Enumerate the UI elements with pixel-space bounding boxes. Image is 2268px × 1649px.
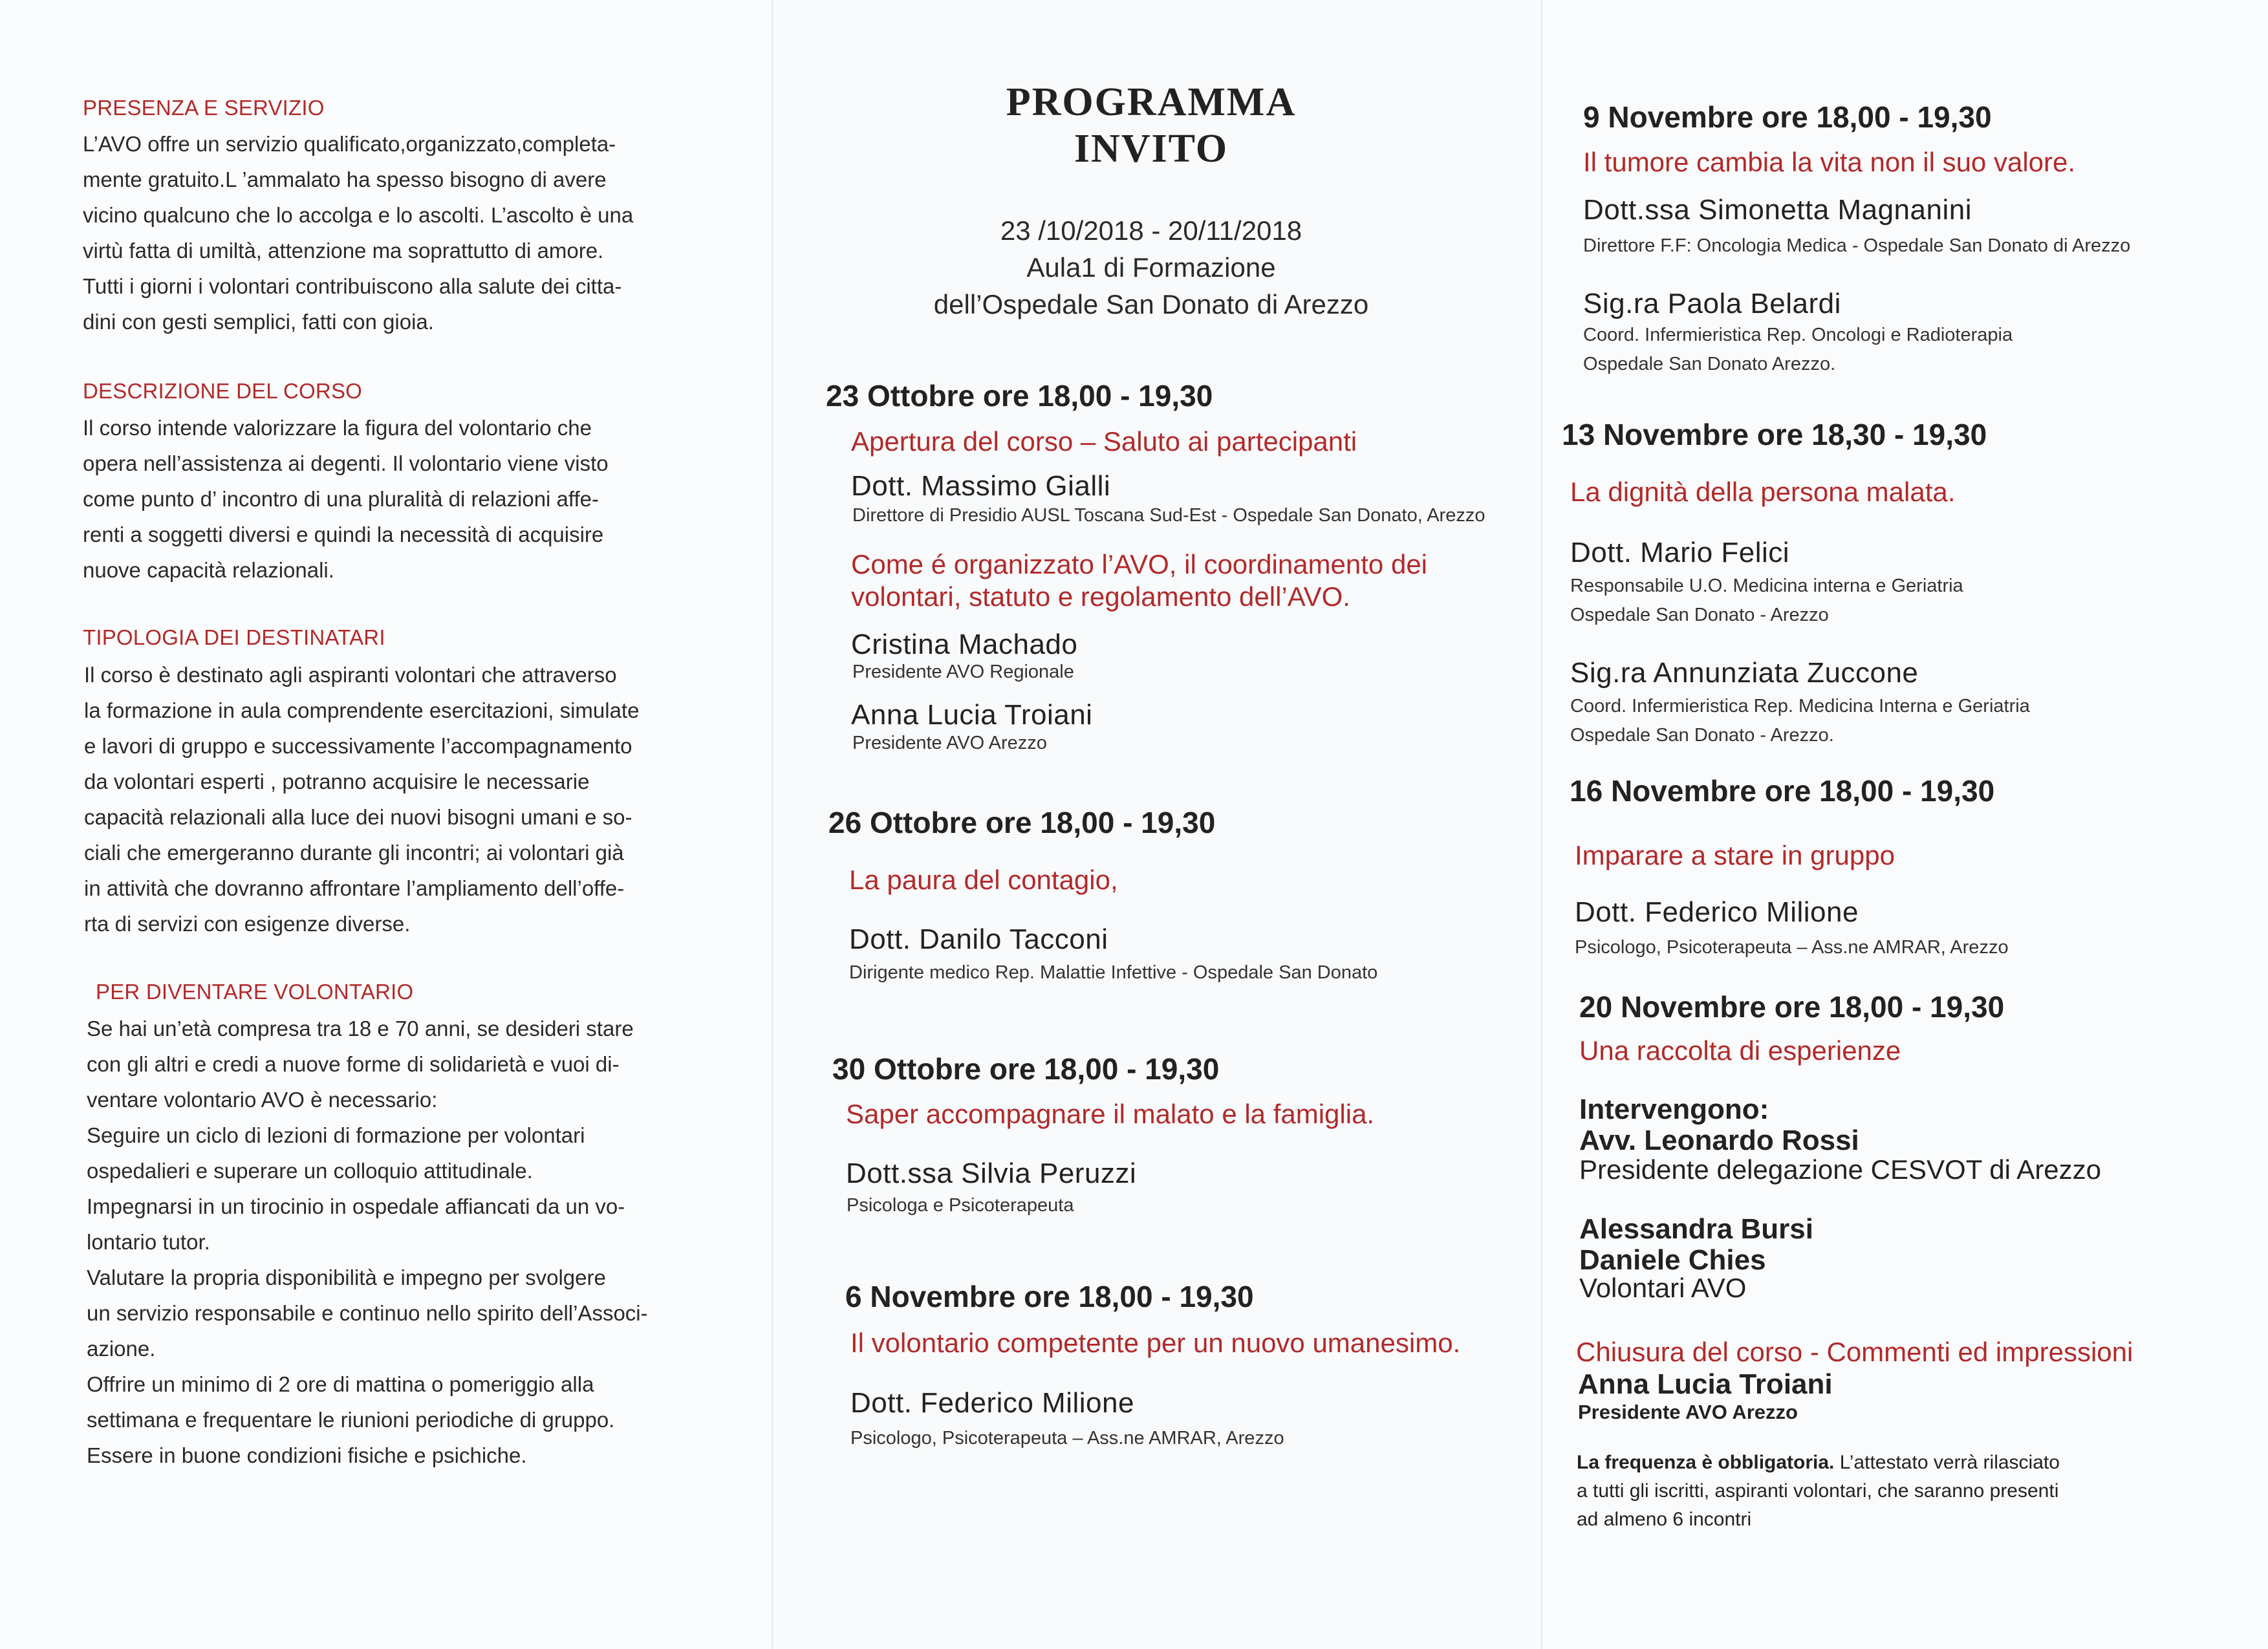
section-body-descrizione <box>83 410 609 588</box>
text-line: Il corso intende valorizzare la figura del volontario che <box>83 416 592 440</box>
speaker-name: Sig.ra Annunziata Zuccone <box>1570 657 1919 689</box>
text-line: capacità relazionali alla luce dei nuovi bisogni umani e so- <box>84 805 632 829</box>
role-line: Ospedale San Donato - Arezzo. <box>1570 725 1834 746</box>
speaker-role: Dirigente medico Rep. Malattie Infettive - Ospedale San Donato <box>849 962 1378 983</box>
section-body-diventare <box>87 1011 648 1473</box>
text-line: L’AVO offre un servizio qualificato,organizzato,completa- <box>83 132 616 156</box>
intervene-label: Intervengono: <box>1579 1094 1769 1125</box>
speaker-role: Volontari AVO <box>1579 1273 1747 1303</box>
speaker-role: Psicologa e Psicoterapeuta <box>847 1195 1074 1216</box>
role-line: Coord. Infermieristica Rep. Oncologi e Radioterapia <box>1583 325 2013 345</box>
speaker-role <box>1583 321 2013 379</box>
attendance-note <box>1577 1449 2060 1534</box>
session-topic: La paura del contagio, <box>849 865 1118 895</box>
speaker-name: Dott. Federico Milione <box>1575 896 1859 928</box>
speaker-name: Dott.ssa Silvia Peruzzi <box>846 1158 1137 1189</box>
session-date-nov9: 9 Novembre ore 18,00 - 19,30 <box>1583 100 1992 134</box>
role-line: Coord. Infermieristica Rep. Medicina Interna e Geriatria <box>1570 696 2030 717</box>
speaker-role: Presidente AVO Regionale <box>852 662 1074 682</box>
speaker-name: Dott. Mario Felici <box>1570 537 1790 568</box>
text-line: e lavori di gruppo e successivamente l’accompagnamento <box>84 734 632 758</box>
speaker-role <box>1570 572 1963 630</box>
role-line: Ospedale San Donato - Arezzo <box>1570 605 1829 625</box>
text-line: Impegnarsi in un tirocinio in ospedale affiancati da un vo- <box>87 1194 625 1218</box>
text-line: virtù fatta di umiltà, attenzione ma soprattutto di amore. <box>83 239 604 263</box>
text-line: ospedalieri e superare un colloquio attitudinale. <box>87 1159 533 1183</box>
topic-line: Come é organizzato l’AVO, il coordinamento dei <box>851 549 1428 579</box>
program-title <box>773 79 1529 172</box>
section-heading-diventare: PER DIVENTARE VOLONTARIO <box>96 980 414 1004</box>
session-topic: La dignità della persona malata. <box>1570 477 1956 507</box>
text-line: opera nell’assistenza ai degenti. Il volontario viene visto <box>83 451 609 475</box>
text-line: Seguire un ciclo di lezioni di formazione per volontari <box>87 1123 585 1147</box>
role-line: Ospedale San Donato Arezzo. <box>1583 354 1836 374</box>
speaker-name: Alessandra Bursi <box>1579 1213 1813 1245</box>
text-line: Offrire un minimo di 2 ore di mattina o pomeriggio alla <box>87 1372 594 1396</box>
session-topic: Apertura del corso – Saluto ai partecipanti <box>851 426 1357 457</box>
note-line <box>1577 1449 2060 1477</box>
speaker-name: Avv. Leonardo Rossi <box>1579 1125 1859 1156</box>
speakers-block <box>1579 1214 1813 1276</box>
text-line: Tutti i giorni i volontari contribuiscono alla salute dei citta- <box>83 274 622 298</box>
course-dates: 23 /10/2018 - 20/11/2018 <box>1000 215 1302 246</box>
right-panel <box>1542 0 2268 1649</box>
session-date-oct26: 26 Ottobre ore 18,00 - 19,30 <box>828 806 1216 839</box>
speaker-name: Dott. Danilo Tacconi <box>849 923 1108 955</box>
session-topic: Saper accompagnare il malato e la famiglia. <box>846 1099 1375 1129</box>
speaker-name: Anna Lucia Troiani <box>851 699 1093 731</box>
section-heading-presenza: PRESENZA E SERVIZIO <box>83 96 325 120</box>
middle-panel <box>773 0 1542 1649</box>
text-line: dini con gesti semplici, fatti con gioia. <box>83 310 434 334</box>
text-line: settimana e frequentare le riunioni periodiche di gruppo. <box>87 1408 615 1432</box>
session-date-nov20: 20 Novembre ore 18,00 - 19,30 <box>1579 990 2005 1024</box>
section-body-tipologia <box>84 657 639 942</box>
text-line: ciali che emergeranno durante gli incontri; ai volontari già <box>84 841 624 865</box>
section-heading-tipologia: TIPOLOGIA DEI DESTINATARI <box>83 625 385 649</box>
course-room: Aula1 di Formazione <box>1026 252 1276 283</box>
speaker-role: Psicologo, Psicoterapeuta – Ass.ne AMRAR, Arezzo <box>1575 937 2009 958</box>
text-line: un servizio responsabile e continuo nello spirito dell’Associ- <box>87 1301 648 1325</box>
note-line: a tutti gli iscritti, aspiranti volontari, che saranno presenti <box>1577 1480 2059 1502</box>
program-subtitle <box>773 212 1529 323</box>
speaker-role: Direttore F.F: Oncologia Medica - Ospedale San Donato di Arezzo <box>1583 235 2131 256</box>
text-line: Valutare la propria disponibilità e impegno per svolgere <box>87 1266 606 1289</box>
course-hospital: dell’Ospedale San Donato di Arezzo <box>933 289 1369 319</box>
text-line: mente gratuito.L ’ammalato ha spesso bisogno di avere <box>83 167 607 191</box>
text-line: Se hai un’età compresa tra 18 e 70 anni, se desideri stare <box>87 1017 634 1040</box>
text-line: renti a soggetti diversi e quindi la necessità di acquisire <box>83 523 604 546</box>
session-topic: Una raccolta di esperienze <box>1579 1035 1901 1066</box>
text-line: azione. <box>87 1337 156 1361</box>
title-programma: PROGRAMMA <box>1006 80 1297 124</box>
text-line: Il corso è destinato agli aspiranti volontari che attraverso <box>84 663 617 687</box>
speaker-role: Presidente AVO Arezzo <box>1578 1401 1798 1423</box>
speaker-role: Presidente delegazione CESVOT di Arezzo <box>1579 1154 2102 1185</box>
session-date-nov16: 16 Novembre ore 18,00 - 19,30 <box>1570 774 1995 808</box>
session-topic: Il tumore cambia la vita non il suo valore. <box>1583 147 2076 177</box>
left-panel <box>0 0 773 1649</box>
text-line: vicino qualcuno che lo accolga e lo ascolti. L’ascolto è una <box>83 203 634 227</box>
text-line: in attività che dovranno affrontare l’ampliamento dell’offe- <box>84 876 625 900</box>
title-invito: INVITO <box>1074 127 1229 171</box>
note-line: ad almeno 6 incontri <box>1577 1509 1752 1530</box>
speaker-name: Cristina Machado <box>851 629 1078 660</box>
text-line: nuove capacità relazionali. <box>83 558 334 582</box>
section-body-presenza <box>83 126 633 339</box>
speaker-role: Psicologo, Psicoterapeuta – Ass.ne AMRAR, Arezzo <box>850 1428 1284 1449</box>
text-line: come punto d’ incontro di una pluralità di relazioni affe- <box>83 487 599 511</box>
session-date-oct23: 23 Ottobre ore 18,00 - 19,30 <box>826 379 1213 413</box>
topic-line: volontari, statuto e regolamento dell’AVO. <box>851 581 1350 612</box>
session-date-oct30: 30 Ottobre ore 18,00 - 19,30 <box>832 1052 1220 1086</box>
session-topic: Il volontario competente per un nuovo umanesimo. <box>850 1328 1461 1358</box>
speaker-name: Dott. Massimo Gialli <box>851 470 1111 502</box>
speaker-name: Dott.ssa Simonetta Magnanini <box>1583 194 1972 226</box>
speaker-role <box>1570 692 2030 750</box>
text-line: la formazione in aula comprendente esercitazioni, simulate <box>84 698 640 722</box>
note-bold: La frequenza è obbligatoria. <box>1577 1452 1835 1473</box>
session-date-nov13: 13 Novembre ore 18,30 - 19,30 <box>1562 418 1987 451</box>
speaker-name: Anna Lucia Troiani <box>1578 1368 1833 1400</box>
speaker-name: Dott. Federico Milione <box>850 1387 1134 1419</box>
text-line: rta di servizi con esigenze diverse. <box>84 912 411 936</box>
note-text: L’attestato verrà rilasciato <box>1834 1452 2060 1473</box>
speaker-role: Direttore di Presidio AUSL Toscana Sud-Est - Ospedale San Donato, Arezzo <box>852 505 1485 526</box>
speaker-role: Presidente AVO Arezzo <box>852 733 1047 753</box>
role-line: Responsabile U.O. Medicina interna e Geriatria <box>1570 576 1963 596</box>
session-topic: Imparare a stare in gruppo <box>1575 840 1895 870</box>
text-line: con gli altri e credi a nuove forme di solidarietà e vuoi di- <box>87 1052 620 1076</box>
text-line: da volontari esperti , potranno acquisire le necessarie <box>84 770 590 793</box>
session-topic <box>851 548 1427 613</box>
speaker-name: Daniele Chies <box>1579 1244 1766 1276</box>
speaker-name: Sig.ra Paola Belardi <box>1583 288 1841 319</box>
text-line: Essere in buone condizioni fisiche e psichiche. <box>87 1443 527 1467</box>
session-date-nov6: 6 Novembre ore 18,00 - 19,30 <box>845 1280 1254 1313</box>
session-topic: Chiusura del corso - Commenti ed impressioni <box>1576 1337 2133 1367</box>
speakers-block <box>1579 1094 1859 1156</box>
section-heading-descrizione: DESCRIZIONE DEL CORSO <box>83 379 363 403</box>
text-line: lontario tutor. <box>87 1230 210 1254</box>
text-line: ventare volontario AVO è necessario: <box>87 1088 438 1112</box>
